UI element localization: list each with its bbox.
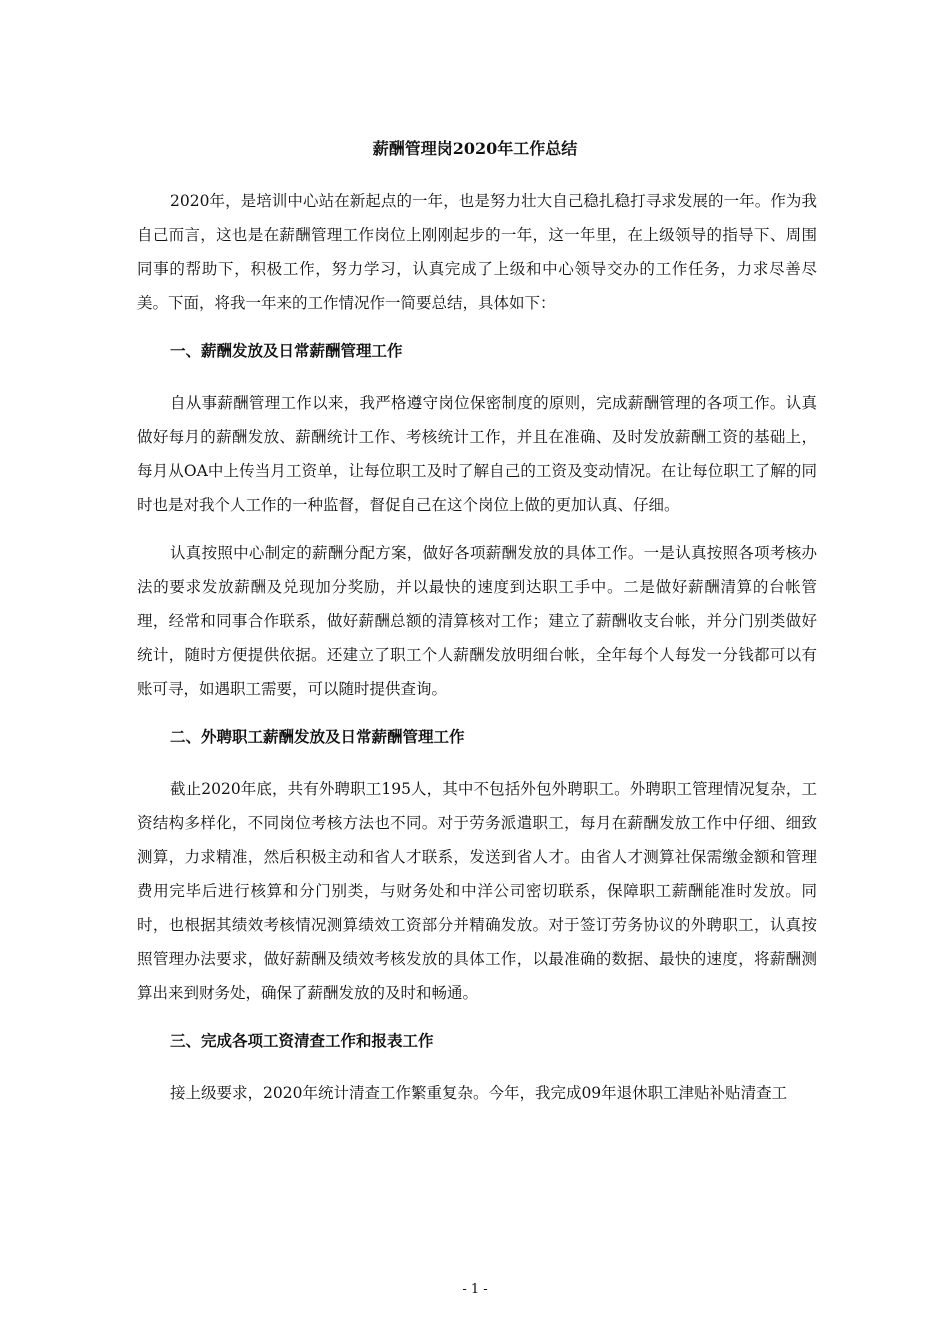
section-2-heading: 二、外聘职工薪酬发放及日常薪酬管理工作 xyxy=(170,727,465,746)
section-2-paragraph-1: 截止2020年底，共有外聘职工195人，其中不包括外包外聘职工。外聘职工管理情况复杂，工资结构多样化，不同岗位考核方法也不同。对于劳务派遣职工，每月在薪酬发放工作中仔细、细致测算，力求精准，然后积极主动和省人才联系，发送到省人才。由省人才测算社保需缴金额和管理费用完毕后进行核算和分门别类，与财务处和中洋公司密切联系，保障职工薪酬能准时发放。同时，也根据其绩效考核情况测算绩效工资部分并精确发放。对于签订劳务协议的外聘职工，认真按照管理办法要求，做好薪酬及绩效考核发放的具体工作，以最准确的数据、最快的速度，将薪酬测算出来到财务处，确保了薪酬发放的及时和畅通。 xyxy=(137,780,817,1002)
document-title: 薪酬管理岗2020年工作总结 xyxy=(372,139,578,158)
section-1-paragraph-2: 认真按照中心制定的薪酬分配方案，做好各项薪酬发放的具体工作。一是认真按照各项考核办法的要求发放薪酬及兑现加分奖励，并以最快的速度到达职工手中。二是做好薪酬清算的台帐管理，经常和同事合作联系，做好薪酬总额的清算核对工作；建立了薪酬收支台帐，并分门别类做好统计，随时方便提供依据。还建立了职工个人薪酬发放明细台帐，全年每个人每发一分钱都可以有账可寻，如遇职工需要，可以随时提供查询。 xyxy=(137,544,817,698)
intro-paragraph: 2020年，是培训中心站在新起点的一年，也是努力壮大自己稳扎稳打寻求发展的一年。作为我自己而言，这也是在薪酬管理工作岗位上刚刚起步的一年，这一年里，在上级领导的指导下、周围同事的帮助下，积极工作，努力学习，认真完成了上级和中心领导交办的工作任务，力求尽善尽美。下面，将我一年来的工作情况作一简要总结，具体如下： xyxy=(137,192,817,312)
page-number: - 1 - xyxy=(462,1282,488,1297)
section-1-heading: 一、薪酬发放及日常薪酬管理工作 xyxy=(170,341,403,360)
section-3-paragraph-1: 接上级要求，2020年统计清查工作繁重复杂。今年，我完成09年退休职工津贴补贴清查工 xyxy=(170,1084,788,1102)
document-body xyxy=(137,184,817,1124)
section-3-heading: 三、完成各项工资清查工作和报表工作 xyxy=(170,1031,434,1050)
section-1-paragraph-1: 自从事薪酬管理工作以来，我严格遵守岗位保密制度的原则，完成薪酬管理的各项工作。认真做好每月的薪酬发放、薪酬统计工作、考核统计工作，并且在准确、及时发放薪酬工资的基础上，每月从OA中上传当月工资单，让每位职工及时了解自己的工资及变动情况。在让每位职工了解的同时也是对我个人工作的一种监督，督促自己在这个岗位上做的更加认真、仔细。 xyxy=(137,394,817,514)
